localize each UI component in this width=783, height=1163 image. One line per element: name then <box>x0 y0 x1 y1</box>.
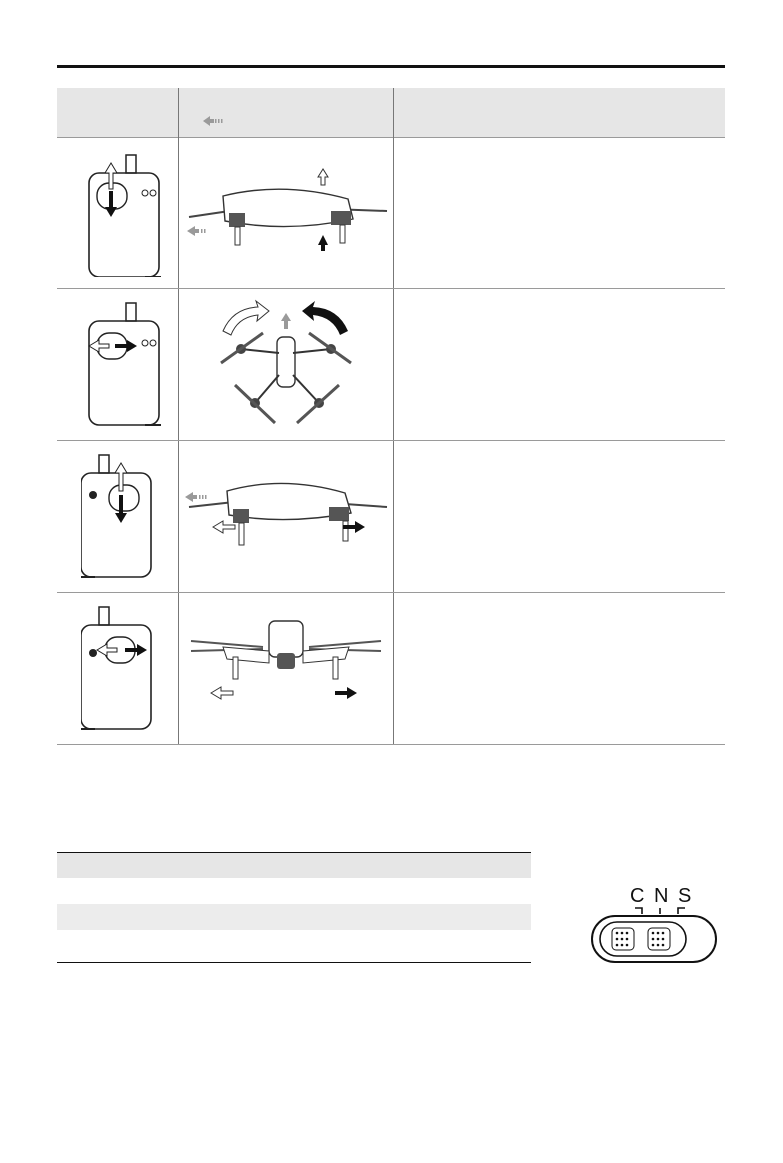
table-row <box>57 878 531 904</box>
switch-label-n: N <box>654 885 669 907</box>
table-row <box>57 593 725 745</box>
table-row <box>57 441 725 593</box>
drone-yaw-icon <box>183 293 388 439</box>
table-header <box>57 852 531 879</box>
table-row <box>57 930 531 956</box>
table-row <box>57 137 725 289</box>
switch-label-c: C <box>630 885 645 907</box>
remote-left-stick-vertical-icon <box>81 147 161 277</box>
table-row <box>57 904 531 930</box>
top-rule <box>57 65 725 68</box>
drone-forward-backward-icon <box>183 445 388 585</box>
switch-label-s: S <box>678 885 692 907</box>
nose-direction-icon <box>203 116 225 126</box>
remote-left-stick-horizontal-icon <box>81 299 161 429</box>
table-row <box>57 289 725 441</box>
drone-left-right-icon <box>183 597 388 737</box>
table-header <box>57 88 725 138</box>
flight-mode-switch-icon <box>590 876 720 966</box>
drone-ascend-descend-icon <box>183 141 388 281</box>
remote-right-stick-vertical-icon <box>81 451 161 581</box>
remote-right-stick-horizontal-icon <box>81 603 161 733</box>
